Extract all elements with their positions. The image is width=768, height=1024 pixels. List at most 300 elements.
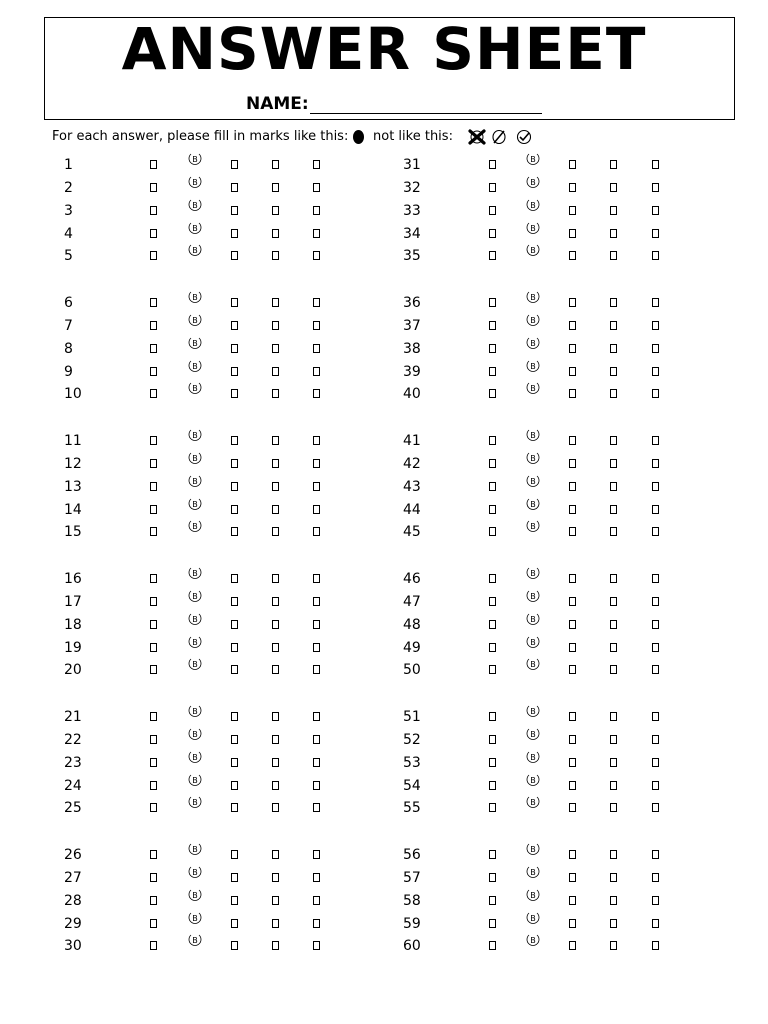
answer-box[interactable] xyxy=(489,941,496,950)
answer-bubble-b[interactable] xyxy=(525,635,541,649)
answer-bubble-b[interactable] xyxy=(525,175,541,189)
answer-box[interactable] xyxy=(652,919,659,928)
answer-box[interactable] xyxy=(489,896,496,905)
answer-box[interactable] xyxy=(489,597,496,606)
answer-box[interactable] xyxy=(150,298,157,307)
answer-box[interactable] xyxy=(610,160,617,169)
answer-box[interactable] xyxy=(489,735,496,744)
answer-box[interactable] xyxy=(313,850,320,859)
answer-bubble-b[interactable] xyxy=(187,589,203,603)
answer-bubble-b[interactable] xyxy=(187,152,203,166)
answer-box[interactable] xyxy=(313,758,320,767)
answer-box[interactable] xyxy=(231,665,238,674)
answer-box[interactable] xyxy=(610,643,617,652)
answer-box[interactable] xyxy=(150,574,157,583)
answer-box[interactable] xyxy=(569,367,576,376)
answer-box[interactable] xyxy=(610,482,617,491)
answer-box[interactable] xyxy=(489,850,496,859)
answer-box[interactable] xyxy=(272,160,279,169)
answer-box[interactable] xyxy=(231,712,238,721)
answer-box[interactable] xyxy=(489,482,496,491)
answer-box[interactable] xyxy=(610,206,617,215)
answer-box[interactable] xyxy=(313,574,320,583)
answer-box[interactable] xyxy=(489,436,496,445)
answer-bubble-b[interactable] xyxy=(187,727,203,741)
answer-box[interactable] xyxy=(313,620,320,629)
answer-box[interactable] xyxy=(150,482,157,491)
answer-box[interactable] xyxy=(313,206,320,215)
answer-box[interactable] xyxy=(231,482,238,491)
answer-box[interactable] xyxy=(231,527,238,536)
answer-box[interactable] xyxy=(231,367,238,376)
answer-box[interactable] xyxy=(489,389,496,398)
answer-box[interactable] xyxy=(569,597,576,606)
answer-box[interactable] xyxy=(652,896,659,905)
answer-box[interactable] xyxy=(569,527,576,536)
answer-box[interactable] xyxy=(610,758,617,767)
answer-box[interactable] xyxy=(272,896,279,905)
answer-box[interactable] xyxy=(272,321,279,330)
answer-box[interactable] xyxy=(569,389,576,398)
answer-box[interactable] xyxy=(150,459,157,468)
answer-box[interactable] xyxy=(489,367,496,376)
answer-box[interactable] xyxy=(489,574,496,583)
answer-box[interactable] xyxy=(569,574,576,583)
answer-box[interactable] xyxy=(272,574,279,583)
answer-box[interactable] xyxy=(231,781,238,790)
answer-bubble-b[interactable] xyxy=(525,336,541,350)
answer-box[interactable] xyxy=(150,873,157,882)
answer-box[interactable] xyxy=(569,620,576,629)
answer-box[interactable] xyxy=(313,183,320,192)
answer-box[interactable] xyxy=(313,160,320,169)
answer-box[interactable] xyxy=(652,665,659,674)
answer-box[interactable] xyxy=(489,229,496,238)
answer-box[interactable] xyxy=(313,251,320,260)
answer-box[interactable] xyxy=(489,758,496,767)
answer-box[interactable] xyxy=(150,620,157,629)
answer-box[interactable] xyxy=(610,781,617,790)
answer-box[interactable] xyxy=(569,298,576,307)
answer-box[interactable] xyxy=(569,941,576,950)
answer-box[interactable] xyxy=(313,873,320,882)
answer-box[interactable] xyxy=(313,941,320,950)
answer-bubble-b[interactable] xyxy=(525,497,541,511)
answer-box[interactable] xyxy=(489,160,496,169)
answer-box[interactable] xyxy=(313,597,320,606)
answer-box[interactable] xyxy=(231,643,238,652)
answer-box[interactable] xyxy=(150,850,157,859)
answer-bubble-b[interactable] xyxy=(187,359,203,373)
answer-box[interactable] xyxy=(652,527,659,536)
answer-bubble-b[interactable] xyxy=(187,313,203,327)
answer-bubble-b[interactable] xyxy=(525,704,541,718)
answer-box[interactable] xyxy=(652,574,659,583)
answer-box[interactable] xyxy=(652,941,659,950)
answer-bubble-b[interactable] xyxy=(525,381,541,395)
answer-box[interactable] xyxy=(610,251,617,260)
answer-box[interactable] xyxy=(652,160,659,169)
answer-box[interactable] xyxy=(231,183,238,192)
answer-box[interactable] xyxy=(652,712,659,721)
answer-box[interactable] xyxy=(652,389,659,398)
answer-box[interactable] xyxy=(489,781,496,790)
answer-box[interactable] xyxy=(652,251,659,260)
answer-box[interactable] xyxy=(150,781,157,790)
answer-bubble-b[interactable] xyxy=(187,911,203,925)
answer-box[interactable] xyxy=(489,459,496,468)
answer-bubble-b[interactable] xyxy=(525,888,541,902)
answer-bubble-b[interactable] xyxy=(525,198,541,212)
answer-box[interactable] xyxy=(272,919,279,928)
answer-box[interactable] xyxy=(150,712,157,721)
answer-bubble-b[interactable] xyxy=(187,497,203,511)
answer-box[interactable] xyxy=(272,389,279,398)
answer-box[interactable] xyxy=(652,505,659,514)
answer-box[interactable] xyxy=(652,620,659,629)
answer-box[interactable] xyxy=(272,251,279,260)
answer-box[interactable] xyxy=(652,597,659,606)
answer-bubble-b[interactable] xyxy=(187,750,203,764)
answer-box[interactable] xyxy=(652,781,659,790)
answer-bubble-b[interactable] xyxy=(187,933,203,947)
answer-box[interactable] xyxy=(313,482,320,491)
answer-box[interactable] xyxy=(652,643,659,652)
answer-box[interactable] xyxy=(313,735,320,744)
answer-box[interactable] xyxy=(272,781,279,790)
answer-box[interactable] xyxy=(610,735,617,744)
answer-bubble-b[interactable] xyxy=(525,911,541,925)
answer-box[interactable] xyxy=(489,505,496,514)
answer-box[interactable] xyxy=(489,712,496,721)
answer-box[interactable] xyxy=(150,206,157,215)
answer-bubble-b[interactable] xyxy=(525,865,541,879)
answer-box[interactable] xyxy=(150,251,157,260)
answer-box[interactable] xyxy=(489,298,496,307)
answer-box[interactable] xyxy=(610,298,617,307)
answer-box[interactable] xyxy=(652,735,659,744)
answer-box[interactable] xyxy=(272,482,279,491)
answer-box[interactable] xyxy=(610,873,617,882)
answer-bubble-b[interactable] xyxy=(187,657,203,671)
answer-box[interactable] xyxy=(610,896,617,905)
answer-bubble-b[interactable] xyxy=(187,243,203,257)
answer-box[interactable] xyxy=(272,665,279,674)
answer-box[interactable] xyxy=(313,229,320,238)
answer-bubble-b[interactable] xyxy=(187,221,203,235)
answer-box[interactable] xyxy=(569,459,576,468)
answer-box[interactable] xyxy=(272,735,279,744)
answer-box[interactable] xyxy=(231,436,238,445)
answer-box[interactable] xyxy=(569,251,576,260)
answer-box[interactable] xyxy=(610,367,617,376)
answer-box[interactable] xyxy=(610,941,617,950)
answer-box[interactable] xyxy=(569,781,576,790)
answer-box[interactable] xyxy=(652,459,659,468)
answer-box[interactable] xyxy=(272,229,279,238)
answer-box[interactable] xyxy=(231,459,238,468)
answer-box[interactable] xyxy=(313,389,320,398)
answer-box[interactable] xyxy=(313,459,320,468)
answer-box[interactable] xyxy=(569,482,576,491)
answer-box[interactable] xyxy=(231,735,238,744)
answer-box[interactable] xyxy=(272,803,279,812)
answer-bubble-b[interactable] xyxy=(187,519,203,533)
answer-bubble-b[interactable] xyxy=(525,221,541,235)
answer-box[interactable] xyxy=(652,803,659,812)
answer-box[interactable] xyxy=(489,183,496,192)
answer-box[interactable] xyxy=(313,712,320,721)
answer-bubble-b[interactable] xyxy=(187,474,203,488)
answer-box[interactable] xyxy=(231,919,238,928)
answer-box[interactable] xyxy=(610,344,617,353)
answer-box[interactable] xyxy=(150,597,157,606)
answer-box[interactable] xyxy=(150,505,157,514)
answer-bubble-b[interactable] xyxy=(525,566,541,580)
answer-box[interactable] xyxy=(272,850,279,859)
answer-box[interactable] xyxy=(313,367,320,376)
answer-box[interactable] xyxy=(231,803,238,812)
answer-bubble-b[interactable] xyxy=(525,589,541,603)
answer-bubble-b[interactable] xyxy=(525,519,541,533)
answer-box[interactable] xyxy=(610,919,617,928)
answer-box[interactable] xyxy=(150,941,157,950)
answer-box[interactable] xyxy=(569,665,576,674)
answer-box[interactable] xyxy=(150,367,157,376)
answer-bubble-b[interactable] xyxy=(525,727,541,741)
answer-box[interactable] xyxy=(313,505,320,514)
answer-box[interactable] xyxy=(569,896,576,905)
answer-box[interactable] xyxy=(272,298,279,307)
answer-box[interactable] xyxy=(489,919,496,928)
answer-bubble-b[interactable] xyxy=(187,175,203,189)
answer-box[interactable] xyxy=(313,436,320,445)
answer-box[interactable] xyxy=(569,758,576,767)
answer-bubble-b[interactable] xyxy=(187,795,203,809)
answer-box[interactable] xyxy=(489,873,496,882)
answer-box[interactable] xyxy=(231,505,238,514)
name-field[interactable] xyxy=(246,94,542,114)
answer-bubble-b[interactable] xyxy=(525,451,541,465)
answer-box[interactable] xyxy=(150,344,157,353)
answer-bubble-b[interactable] xyxy=(525,750,541,764)
answer-box[interactable] xyxy=(150,436,157,445)
answer-box[interactable] xyxy=(610,321,617,330)
answer-box[interactable] xyxy=(272,206,279,215)
answer-bubble-b[interactable] xyxy=(187,888,203,902)
answer-bubble-b[interactable] xyxy=(187,612,203,626)
answer-box[interactable] xyxy=(313,527,320,536)
answer-box[interactable] xyxy=(610,183,617,192)
answer-box[interactable] xyxy=(569,735,576,744)
answer-box[interactable] xyxy=(569,160,576,169)
answer-box[interactable] xyxy=(150,803,157,812)
answer-box[interactable] xyxy=(569,183,576,192)
answer-box[interactable] xyxy=(569,505,576,514)
answer-box[interactable] xyxy=(272,459,279,468)
answer-box[interactable] xyxy=(489,803,496,812)
answer-box[interactable] xyxy=(313,643,320,652)
answer-box[interactable] xyxy=(150,735,157,744)
answer-box[interactable] xyxy=(231,873,238,882)
answer-box[interactable] xyxy=(272,758,279,767)
answer-bubble-b[interactable] xyxy=(525,428,541,442)
answer-bubble-b[interactable] xyxy=(187,336,203,350)
answer-bubble-b[interactable] xyxy=(187,773,203,787)
answer-bubble-b[interactable] xyxy=(187,704,203,718)
answer-bubble-b[interactable] xyxy=(187,865,203,879)
answer-box[interactable] xyxy=(652,344,659,353)
answer-box[interactable] xyxy=(652,758,659,767)
answer-bubble-b[interactable] xyxy=(525,773,541,787)
answer-box[interactable] xyxy=(652,873,659,882)
answer-bubble-b[interactable] xyxy=(525,795,541,809)
answer-box[interactable] xyxy=(231,620,238,629)
answer-box[interactable] xyxy=(489,251,496,260)
answer-box[interactable] xyxy=(610,389,617,398)
answer-bubble-b[interactable] xyxy=(187,451,203,465)
answer-box[interactable] xyxy=(489,620,496,629)
name-line[interactable] xyxy=(310,97,542,114)
answer-bubble-b[interactable] xyxy=(187,290,203,304)
answer-box[interactable] xyxy=(313,803,320,812)
answer-bubble-b[interactable] xyxy=(525,933,541,947)
answer-box[interactable] xyxy=(150,389,157,398)
answer-box[interactable] xyxy=(150,758,157,767)
answer-box[interactable] xyxy=(569,712,576,721)
answer-bubble-b[interactable] xyxy=(525,243,541,257)
answer-box[interactable] xyxy=(489,527,496,536)
answer-box[interactable] xyxy=(569,229,576,238)
answer-bubble-b[interactable] xyxy=(187,381,203,395)
answer-box[interactable] xyxy=(272,527,279,536)
answer-bubble-b[interactable] xyxy=(525,152,541,166)
answer-box[interactable] xyxy=(272,344,279,353)
answer-box[interactable] xyxy=(313,321,320,330)
answer-box[interactable] xyxy=(652,482,659,491)
answer-bubble-b[interactable] xyxy=(187,635,203,649)
answer-box[interactable] xyxy=(150,527,157,536)
answer-box[interactable] xyxy=(231,229,238,238)
answer-box[interactable] xyxy=(652,206,659,215)
answer-box[interactable] xyxy=(652,436,659,445)
answer-box[interactable] xyxy=(569,643,576,652)
answer-box[interactable] xyxy=(313,896,320,905)
answer-box[interactable] xyxy=(652,183,659,192)
answer-box[interactable] xyxy=(231,896,238,905)
answer-box[interactable] xyxy=(569,206,576,215)
answer-box[interactable] xyxy=(569,873,576,882)
answer-box[interactable] xyxy=(489,321,496,330)
answer-box[interactable] xyxy=(489,643,496,652)
answer-box[interactable] xyxy=(272,620,279,629)
answer-box[interactable] xyxy=(489,665,496,674)
answer-box[interactable] xyxy=(231,321,238,330)
answer-box[interactable] xyxy=(272,643,279,652)
answer-box[interactable] xyxy=(610,597,617,606)
answer-box[interactable] xyxy=(150,643,157,652)
answer-box[interactable] xyxy=(231,344,238,353)
answer-box[interactable] xyxy=(272,505,279,514)
answer-box[interactable] xyxy=(272,597,279,606)
answer-box[interactable] xyxy=(569,436,576,445)
answer-box[interactable] xyxy=(313,919,320,928)
answer-box[interactable] xyxy=(610,574,617,583)
answer-box[interactable] xyxy=(231,389,238,398)
answer-box[interactable] xyxy=(150,229,157,238)
answer-box[interactable] xyxy=(569,850,576,859)
answer-box[interactable] xyxy=(610,620,617,629)
answer-box[interactable] xyxy=(272,873,279,882)
answer-box[interactable] xyxy=(569,803,576,812)
answer-box[interactable] xyxy=(569,321,576,330)
answer-box[interactable] xyxy=(231,574,238,583)
answer-box[interactable] xyxy=(231,251,238,260)
answer-box[interactable] xyxy=(610,850,617,859)
answer-bubble-b[interactable] xyxy=(187,428,203,442)
answer-box[interactable] xyxy=(313,665,320,674)
answer-bubble-b[interactable] xyxy=(187,566,203,580)
answer-box[interactable] xyxy=(272,712,279,721)
answer-box[interactable] xyxy=(231,597,238,606)
answer-box[interactable] xyxy=(272,183,279,192)
answer-box[interactable] xyxy=(272,436,279,445)
answer-bubble-b[interactable] xyxy=(525,842,541,856)
answer-bubble-b[interactable] xyxy=(525,313,541,327)
answer-box[interactable] xyxy=(652,229,659,238)
answer-box[interactable] xyxy=(610,229,617,238)
answer-box[interactable] xyxy=(150,183,157,192)
answer-box[interactable] xyxy=(489,206,496,215)
answer-box[interactable] xyxy=(610,665,617,674)
answer-bubble-b[interactable] xyxy=(525,657,541,671)
answer-box[interactable] xyxy=(231,206,238,215)
answer-box[interactable] xyxy=(313,344,320,353)
answer-box[interactable] xyxy=(150,896,157,905)
answer-bubble-b[interactable] xyxy=(187,842,203,856)
answer-box[interactable] xyxy=(313,781,320,790)
answer-box[interactable] xyxy=(569,919,576,928)
answer-bubble-b[interactable] xyxy=(525,474,541,488)
answer-bubble-b[interactable] xyxy=(187,198,203,212)
answer-box[interactable] xyxy=(489,344,496,353)
answer-box[interactable] xyxy=(231,850,238,859)
answer-box[interactable] xyxy=(150,321,157,330)
answer-box[interactable] xyxy=(231,298,238,307)
answer-bubble-b[interactable] xyxy=(525,290,541,304)
answer-box[interactable] xyxy=(272,367,279,376)
answer-box[interactable] xyxy=(610,505,617,514)
answer-box[interactable] xyxy=(231,941,238,950)
answer-box[interactable] xyxy=(150,160,157,169)
answer-bubble-b[interactable] xyxy=(525,359,541,373)
answer-box[interactable] xyxy=(652,367,659,376)
answer-box[interactable] xyxy=(569,344,576,353)
answer-box[interactable] xyxy=(610,459,617,468)
answer-box[interactable] xyxy=(610,803,617,812)
answer-box[interactable] xyxy=(610,712,617,721)
answer-box[interactable] xyxy=(313,298,320,307)
answer-box[interactable] xyxy=(150,919,157,928)
answer-bubble-b[interactable] xyxy=(525,612,541,626)
answer-box[interactable] xyxy=(610,527,617,536)
answer-box[interactable] xyxy=(231,758,238,767)
answer-box[interactable] xyxy=(652,850,659,859)
answer-box[interactable] xyxy=(652,298,659,307)
answer-box[interactable] xyxy=(652,321,659,330)
answer-box[interactable] xyxy=(610,436,617,445)
answer-box[interactable] xyxy=(272,941,279,950)
